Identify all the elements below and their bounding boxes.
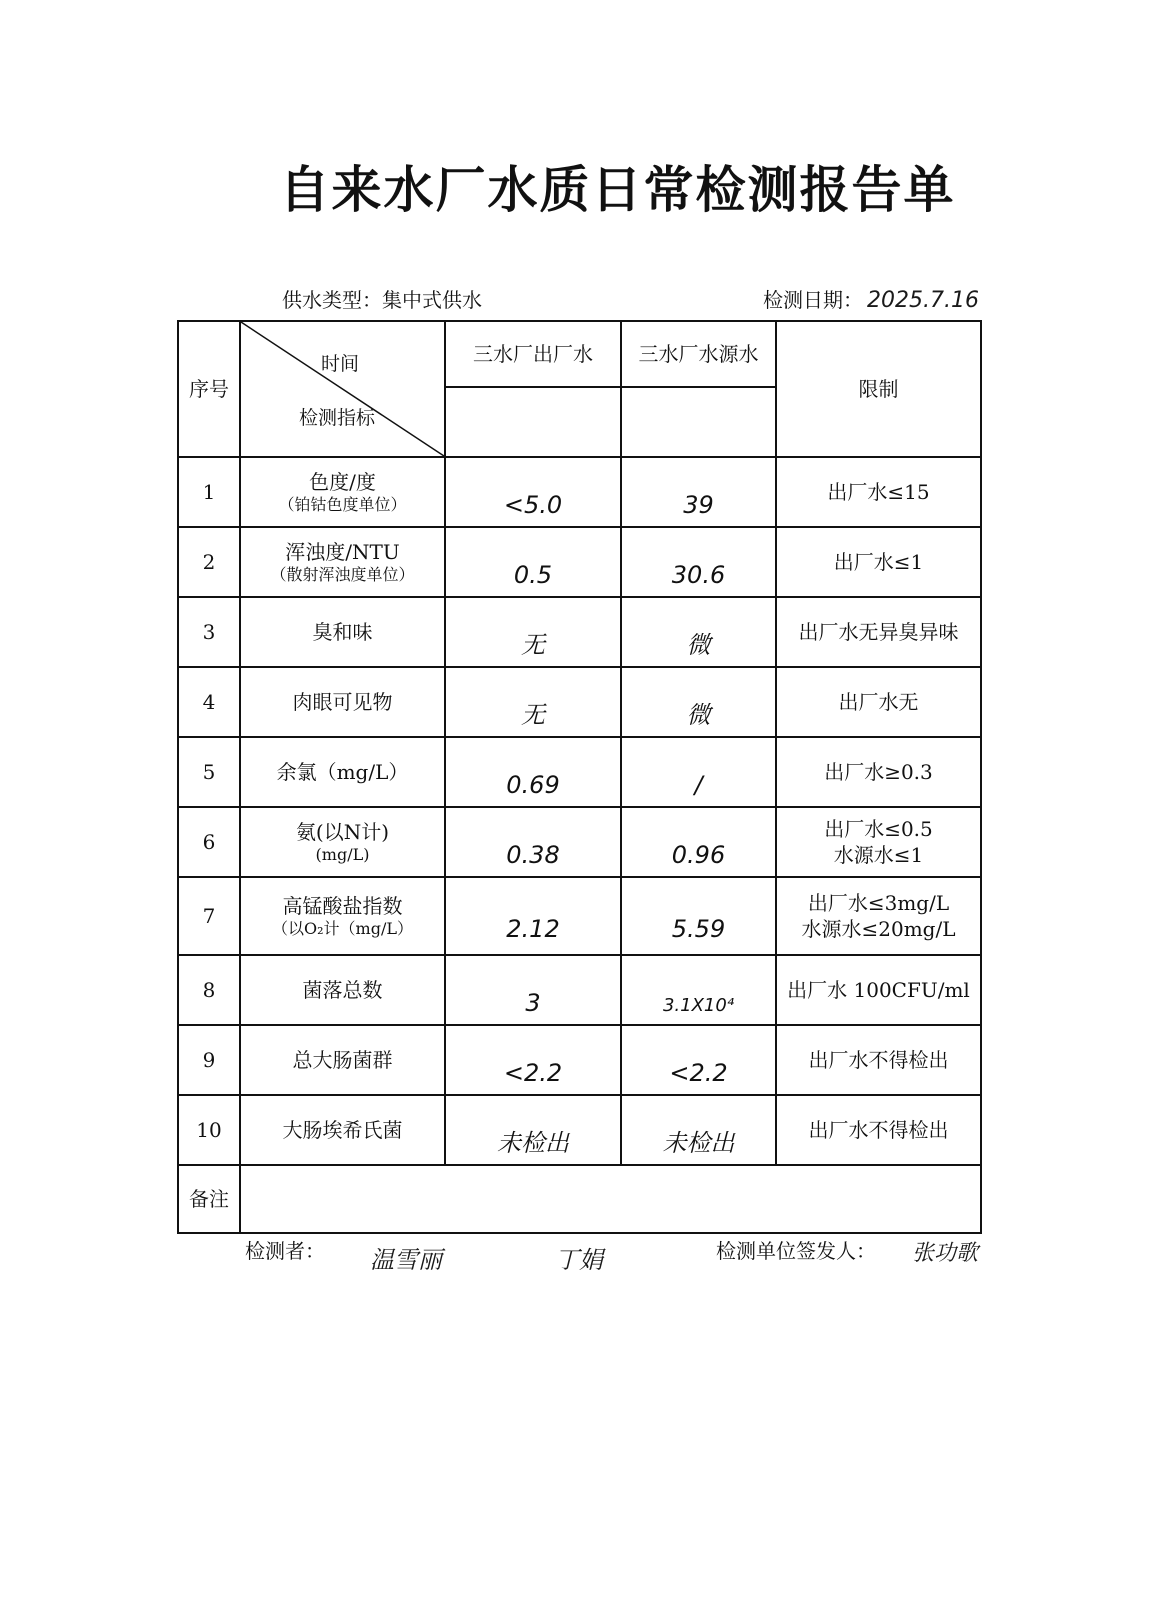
header-time: 时间 [321, 353, 360, 375]
value-col1: 3 [525, 989, 541, 1018]
value-col1-cell [445, 527, 621, 597]
limit-cell [776, 457, 981, 527]
signer-signature: 张功歌 [912, 1241, 979, 1266]
value-col2: <2.2 [669, 1059, 728, 1088]
value-col1: 无 [521, 701, 545, 730]
limit-cell [776, 597, 981, 667]
signer-label: 检测单位签发人： [716, 1239, 876, 1263]
value-col1-cell [445, 955, 621, 1025]
value-col1-cell [445, 597, 621, 667]
value-col2-cell [621, 955, 776, 1025]
remarks-value [240, 1165, 981, 1233]
table-row [178, 597, 981, 667]
indicator-name: 总大肠菌群 [292, 1048, 393, 1072]
indicator-unit: （以O₂计（mg/L） [272, 918, 413, 938]
table-row [178, 1095, 981, 1165]
supply-type-label: 供水类型： [282, 288, 382, 312]
limit-text: 出厂水≤3mg/L [807, 891, 950, 915]
row-number: 2 [178, 527, 240, 597]
value-col2: 30.6 [671, 561, 726, 590]
header-indicator: 检测指标 [299, 407, 376, 429]
limit-text: 出厂水不得检出 [808, 1048, 949, 1072]
header-diagonal-cell [240, 321, 445, 457]
row-number: 8 [178, 955, 240, 1025]
indicator-name: 色度/度 [309, 469, 376, 494]
value-col2-cell [621, 667, 776, 737]
value-col1-cell [445, 1025, 621, 1095]
row-number: 10 [178, 1095, 240, 1165]
supply-type-value: 集中式供水 [382, 288, 482, 312]
value-col2-cell [621, 597, 776, 667]
value-col2: 5.59 [671, 915, 726, 944]
tester-signature-2: 丁娟 [555, 1246, 603, 1274]
value-col1: 无 [521, 631, 545, 660]
indicator-cell [240, 955, 445, 1025]
indicator-name: 菌落总数 [302, 978, 383, 1002]
row-number: 5 [178, 737, 240, 807]
test-date-label: 检测日期： [763, 288, 863, 312]
indicator-name: 肉眼可见物 [292, 690, 393, 714]
value-col1-cell [445, 1095, 621, 1165]
value-col1: 未检出 [497, 1129, 569, 1158]
value-col1: <2.2 [503, 1059, 563, 1088]
limit-text: 出厂水无异臭异味 [798, 620, 959, 644]
header-limit: 限制 [776, 321, 981, 457]
indicator-name: 大肠埃希氏菌 [282, 1118, 403, 1142]
limit-cell [776, 877, 981, 955]
indicator-name: 臭和味 [312, 620, 373, 644]
limit-text: 出厂水≤15 [827, 480, 930, 504]
value-col2: 39 [683, 491, 714, 520]
indicator-unit: (mg/L) [315, 844, 370, 864]
value-col1: <5.0 [503, 491, 563, 520]
limit-cell [776, 807, 981, 877]
value-col2: 微 [686, 701, 711, 730]
limit-text: 出厂水不得检出 [808, 1118, 949, 1142]
limit-cell [776, 527, 981, 597]
table-row [178, 737, 981, 807]
limit-text: 出厂水≥0.3 [824, 760, 933, 784]
header-col2-blank [621, 387, 776, 457]
indicator-cell [240, 597, 445, 667]
value-col1-cell [445, 737, 621, 807]
limit-cell [776, 737, 981, 807]
limit-cell [776, 1095, 981, 1165]
header-col2: 三水厂水源水 [621, 321, 776, 387]
value-col2-cell [621, 1025, 776, 1095]
supply-type [282, 284, 482, 313]
tester-label: 检测者： [245, 1239, 325, 1263]
indicator-cell [240, 807, 445, 877]
row-number: 1 [178, 457, 240, 527]
remarks-row [178, 1165, 981, 1233]
indicator-unit: （铂钴色度单位） [278, 494, 407, 514]
report-table [177, 320, 982, 1234]
limit-text-2: 水源水≤1 [833, 843, 924, 867]
table-row [178, 1025, 981, 1095]
value-col2-cell [621, 877, 776, 955]
table-row [178, 955, 981, 1025]
row-number: 6 [178, 807, 240, 877]
value-col2-cell [621, 737, 776, 807]
indicator-cell [240, 527, 445, 597]
table-row [178, 457, 981, 527]
limit-text: 出厂水 100CFU/ml [787, 978, 970, 1002]
limit-cell [776, 955, 981, 1025]
row-number: 7 [178, 877, 240, 955]
test-date-value: 2025.7.16 [867, 288, 979, 313]
row-number: 4 [178, 667, 240, 737]
indicator-name: 高锰酸盐指数 [282, 893, 403, 918]
limit-text: 出厂水≤0.5 [824, 817, 933, 841]
test-date [763, 284, 979, 313]
header-col1: 三水厂出厂水 [445, 321, 621, 387]
indicator-cell [240, 1025, 445, 1095]
value-col1: 0.69 [506, 771, 560, 800]
indicator-cell [240, 1095, 445, 1165]
table-row [178, 667, 981, 737]
value-col1: 2.12 [506, 915, 560, 944]
value-col1: 0.5 [513, 561, 553, 590]
indicator-unit: （散射浑浊度单位） [270, 564, 415, 584]
indicator-name: 浑浊度/NTU [285, 539, 400, 564]
value-col1-cell [445, 667, 621, 737]
header-seq: 序号 [178, 321, 240, 457]
table-row [178, 877, 981, 955]
limit-text: 出厂水无 [838, 690, 919, 714]
limit-text-2: 水源水≤20mg/L [801, 917, 956, 941]
value-col1-cell [445, 457, 621, 527]
value-col1: 0.38 [506, 841, 560, 870]
limit-cell [776, 667, 981, 737]
diagonal-line [241, 322, 444, 456]
value-col2: 0.96 [671, 841, 726, 870]
indicator-cell [240, 877, 445, 955]
value-col2: 微 [686, 631, 711, 660]
value-col2-cell [621, 1095, 776, 1165]
indicator-name: 余氯（mg/L） [276, 760, 409, 784]
indicator-cell [240, 737, 445, 807]
tester-signature-1: 温雪丽 [370, 1246, 442, 1274]
value-col1-cell [445, 877, 621, 955]
value-col2-cell [621, 457, 776, 527]
value-col2: / [694, 771, 703, 800]
indicator-name: 氨(以N计) [295, 819, 390, 844]
report-title: 自来水厂水质日常检测报告单 [279, 161, 956, 219]
row-number: 9 [178, 1025, 240, 1095]
row-number: 3 [178, 597, 240, 667]
value-col2: 未检出 [662, 1129, 735, 1158]
limit-text: 出厂水≤1 [833, 550, 924, 574]
value-col2-cell [621, 807, 776, 877]
value-col1-cell [445, 807, 621, 877]
table-row [178, 527, 981, 597]
limit-cell [776, 1025, 981, 1095]
value-col2-cell [621, 527, 776, 597]
value-col2: 3.1X10⁴ [662, 994, 735, 1016]
table-header-row [178, 321, 981, 387]
indicator-cell [240, 457, 445, 527]
remarks-label: 备注 [178, 1165, 240, 1233]
table-row [178, 807, 981, 877]
header-col1-blank [445, 387, 621, 457]
indicator-cell [240, 667, 445, 737]
